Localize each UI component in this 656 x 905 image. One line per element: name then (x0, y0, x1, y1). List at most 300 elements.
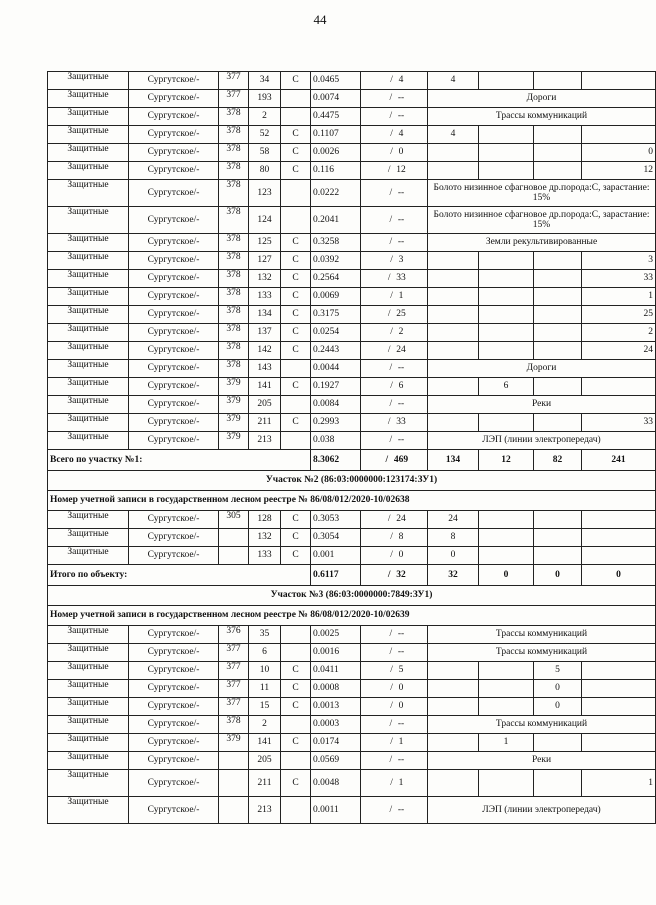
table-row (48, 108, 656, 126)
table-row (48, 716, 656, 734)
table-row (48, 270, 656, 288)
volume-value: 33 (396, 273, 406, 283)
table-row (48, 252, 656, 270)
forestry-cell: Сургутское/- (129, 270, 219, 288)
protection-category-cell: Защитные (48, 734, 129, 752)
protection-category-cell: Защитные (48, 180, 129, 207)
volume-col-3 (534, 252, 582, 270)
area-cell: 0.2443 (311, 342, 361, 360)
forestry-cell: Сургутское/- (129, 680, 219, 698)
volume-value: 0 (398, 701, 404, 711)
area-cell: 0.2041 (311, 207, 361, 234)
total-volume (361, 450, 428, 471)
allotment-cell: 10 (249, 662, 281, 680)
table-row (48, 511, 656, 529)
quarter-cell: 376 (219, 626, 249, 644)
volume-col-1 (428, 270, 479, 288)
volume-col-2 (479, 288, 534, 306)
quarter-cell: 377 (219, 662, 249, 680)
table-row (48, 529, 656, 547)
allotment-cell: 193 (249, 90, 281, 108)
species-cell: С (281, 529, 311, 547)
volume-value: 4 (398, 129, 404, 139)
slash-separator: / (389, 755, 393, 765)
allotment-cell: 141 (249, 378, 281, 396)
slash-separator: / (389, 435, 393, 445)
forestry-cell: Сургутское/- (129, 72, 219, 90)
volume-cell (361, 734, 428, 752)
land-note-cell: Дороги (428, 360, 656, 378)
species-cell: С (281, 144, 311, 162)
table-row (48, 180, 656, 207)
protection-category-cell: Защитные (48, 90, 129, 108)
area-cell: 0.0222 (311, 180, 361, 207)
slash-separator: / (390, 737, 393, 747)
volume-col-2 (479, 162, 534, 180)
species-cell: С (281, 662, 311, 680)
volume-col-1 (428, 324, 479, 342)
allotment-cell: 6 (249, 644, 281, 662)
volume-col-3 (534, 414, 582, 432)
volume-value: -- (397, 399, 405, 409)
volume-col-4: 33 (582, 414, 656, 432)
table-row (48, 734, 656, 752)
allotment-cell: 132 (249, 529, 281, 547)
allotment-cell: 52 (249, 126, 281, 144)
table-row (48, 644, 656, 662)
slash-separator: / (389, 629, 393, 639)
forestry-cell: Сургутское/- (129, 511, 219, 529)
quarter-cell: 378 (219, 324, 249, 342)
volume-col-2 (479, 547, 534, 565)
quarter-cell: 378 (219, 342, 249, 360)
volume-col-4 (582, 547, 656, 565)
total-col-2: 12 (479, 450, 534, 471)
table-row (48, 797, 656, 824)
volume-col-2 (479, 270, 534, 288)
allotment-cell: 128 (249, 511, 281, 529)
forestry-cell: Сургутское/- (129, 108, 219, 126)
section3-record-number-text: Номер учетной записи в государственном лесном реестре № 86/08/012/2020-10/02639 (48, 606, 656, 626)
volume-col-3 (534, 547, 582, 565)
slash-separator: / (387, 309, 391, 319)
volume-col-3 (534, 126, 582, 144)
area-cell: 0.0008 (311, 680, 361, 698)
forestry-cell: Сургутское/- (129, 698, 219, 716)
protection-category-cell: Защитные (48, 234, 129, 252)
area-cell: 0.3258 (311, 234, 361, 252)
area-cell: 0.1107 (311, 126, 361, 144)
volume-col-3 (534, 529, 582, 547)
section3-title (48, 586, 656, 606)
land-note-cell: Дороги (428, 90, 656, 108)
allotment-cell: 2 (249, 716, 281, 734)
table-row (48, 324, 656, 342)
species-cell (281, 752, 311, 770)
protection-category-cell: Защитные (48, 680, 129, 698)
volume-cell (361, 288, 428, 306)
slash-separator: / (389, 187, 393, 198)
volume-col-1 (428, 342, 479, 360)
area-cell: 0.0016 (311, 644, 361, 662)
species-cell: С (281, 414, 311, 432)
volume-col-4 (582, 734, 656, 752)
section2-title-text: Участок №2 (86:03:0000000:123174:ЗУ1) (48, 471, 656, 491)
land-note-cell: ЛЭП (линии электропередач) (428, 432, 656, 450)
area-cell: 0.0084 (311, 396, 361, 414)
species-cell (281, 396, 311, 414)
area-cell: 0.0392 (311, 252, 361, 270)
volume-col-4: 3 (582, 252, 656, 270)
species-cell (281, 432, 311, 450)
volume-value: 25 (396, 309, 406, 319)
area-cell: 0.116 (311, 162, 361, 180)
area-cell: 0.3175 (311, 306, 361, 324)
total-col-4: 241 (582, 450, 656, 471)
volume-col-2 (479, 342, 534, 360)
land-note-cell: Болото низинное сфагновое др.порода:С, зарастание: 15% (428, 207, 656, 234)
volume-col-4: 0 (582, 144, 656, 162)
protection-category-cell: Защитные (48, 288, 129, 306)
allotment-cell: 142 (249, 342, 281, 360)
section2-total-row (48, 565, 656, 586)
species-cell (281, 90, 311, 108)
volume-value: 0 (398, 550, 404, 560)
forestry-cell: Сургутское/- (129, 752, 219, 770)
slash-separator: / (389, 237, 393, 247)
slash-separator: / (387, 345, 391, 355)
volume-col-1 (428, 378, 479, 396)
slash-separator: / (385, 454, 389, 465)
forestry-cell: Сургутское/- (129, 626, 219, 644)
slash-separator: / (390, 75, 393, 85)
quarter-cell: 378 (219, 306, 249, 324)
area-cell: 0.0011 (311, 797, 361, 824)
volume-col-4 (582, 662, 656, 680)
volume-col-4: 33 (582, 270, 656, 288)
volume-col-1 (428, 662, 479, 680)
quarter-cell: 378 (219, 162, 249, 180)
volume-col-4 (582, 529, 656, 547)
protection-category-cell: Защитные (48, 360, 129, 378)
volume-col-3 (534, 511, 582, 529)
volume-cell (361, 90, 428, 108)
volume-col-3 (534, 162, 582, 180)
volume-col-2 (479, 144, 534, 162)
species-cell (281, 207, 311, 234)
allotment-cell: 11 (249, 680, 281, 698)
quarter-cell: 377 (219, 698, 249, 716)
volume-col-1: 4 (428, 126, 479, 144)
forestry-cell: Сургутское/- (129, 770, 219, 797)
volume-cell (361, 511, 428, 529)
volume-col-1 (428, 252, 479, 270)
area-cell: 0.038 (311, 432, 361, 450)
volume-col-4 (582, 511, 656, 529)
table-row (48, 90, 656, 108)
allotment-cell: 80 (249, 162, 281, 180)
volume-cell (361, 207, 428, 234)
area-cell: 0.0044 (311, 360, 361, 378)
quarter-cell: 379 (219, 378, 249, 396)
quarter-cell: 378 (219, 207, 249, 234)
species-cell (281, 108, 311, 126)
area-cell: 0.4475 (311, 108, 361, 126)
section2-record-number-text: Номер учетной записи в государственном лесном реестре № 86/08/012/2020-10/02638 (48, 491, 656, 511)
species-cell: С (281, 342, 311, 360)
forestry-cell: Сургутское/- (129, 324, 219, 342)
species-cell (281, 180, 311, 207)
quarter-cell: 379 (219, 734, 249, 752)
species-cell (281, 716, 311, 734)
protection-category-cell: Защитные (48, 108, 129, 126)
area-cell: 0.0465 (311, 72, 361, 90)
volume-value: 1 (398, 291, 404, 301)
volume-col-2 (479, 324, 534, 342)
volume-cell (361, 529, 428, 547)
volume-cell (361, 342, 428, 360)
volume-value: -- (397, 237, 405, 247)
land-note-cell: Трассы коммуникаций (428, 716, 656, 734)
area-cell: 0.0254 (311, 324, 361, 342)
volume-col-3 (534, 734, 582, 752)
slash-separator: / (390, 381, 393, 391)
protection-category-cell: Защитные (48, 162, 129, 180)
protection-category-cell: Защитные (48, 698, 129, 716)
allotment-cell: 137 (249, 324, 281, 342)
allotment-cell: 34 (249, 72, 281, 90)
area-cell: 0.0069 (311, 288, 361, 306)
volume-col-1: 0 (428, 547, 479, 565)
volume-col-4 (582, 698, 656, 716)
volume-value: -- (397, 647, 405, 657)
table-row (48, 662, 656, 680)
quarter-cell: 378 (219, 252, 249, 270)
total-volume-value: 32 (396, 569, 406, 580)
volume-value: 33 (396, 417, 406, 427)
volume-col-1 (428, 162, 479, 180)
area-cell: 0.0174 (311, 734, 361, 752)
volume-col-1 (428, 306, 479, 324)
volume-col-3 (534, 770, 582, 797)
species-cell (281, 644, 311, 662)
allotment-cell: 58 (249, 144, 281, 162)
volume-col-1: 4 (428, 72, 479, 90)
volume-value: -- (397, 111, 405, 121)
allotment-cell: 124 (249, 207, 281, 234)
volume-col-1 (428, 680, 479, 698)
slash-separator: / (390, 665, 393, 675)
volume-cell (361, 324, 428, 342)
volume-value: 0 (398, 683, 404, 693)
quarter-cell (219, 547, 249, 565)
protection-category-cell: Защитные (48, 752, 129, 770)
area-cell: 0.001 (311, 547, 361, 565)
volume-col-2 (479, 414, 534, 432)
volume-col-2 (479, 698, 534, 716)
slash-separator: / (389, 93, 393, 103)
table-row (48, 162, 656, 180)
total-label: Итого по объекту: (48, 565, 311, 586)
allotment-cell: 213 (249, 797, 281, 824)
volume-cell (361, 626, 428, 644)
table-row (48, 770, 656, 797)
quarter-cell (219, 770, 249, 797)
protection-category-cell: Защитные (48, 324, 129, 342)
total-volume-value: 469 (393, 454, 409, 465)
volume-col-3 (534, 378, 582, 396)
forestry-cell: Сургутское/- (129, 547, 219, 565)
volume-col-4: 1 (582, 288, 656, 306)
volume-value: -- (397, 629, 405, 639)
species-cell: С (281, 511, 311, 529)
allotment-cell: 15 (249, 698, 281, 716)
slash-separator: / (389, 719, 393, 729)
volume-cell (361, 770, 428, 797)
quarter-cell: 378 (219, 270, 249, 288)
slash-separator: / (390, 701, 393, 711)
volume-col-2: 6 (479, 378, 534, 396)
protection-category-cell: Защитные (48, 644, 129, 662)
quarter-cell: 378 (219, 234, 249, 252)
slash-separator: / (390, 532, 393, 542)
volume-col-3 (534, 324, 582, 342)
species-cell: С (281, 680, 311, 698)
volume-cell (361, 252, 428, 270)
volume-col-2 (479, 529, 534, 547)
protection-category-cell: Защитные (48, 270, 129, 288)
land-note-cell: ЛЭП (линии электропередач) (428, 797, 656, 824)
volume-col-3 (534, 306, 582, 324)
species-cell: С (281, 72, 311, 90)
protection-category-cell: Защитные (48, 547, 129, 565)
area-cell: 0.2993 (311, 414, 361, 432)
forestry-cell: Сургутское/- (129, 252, 219, 270)
quarter-cell: 377 (219, 644, 249, 662)
allotment-cell: 211 (249, 770, 281, 797)
allotment-cell: 213 (249, 432, 281, 450)
volume-value: -- (397, 187, 405, 198)
volume-cell (361, 378, 428, 396)
area-cell: 0.3053 (311, 511, 361, 529)
forestry-cell: Сургутское/- (129, 234, 219, 252)
volume-col-2 (479, 662, 534, 680)
quarter-cell: 378 (219, 716, 249, 734)
volume-col-4 (582, 126, 656, 144)
volume-col-4 (582, 72, 656, 90)
volume-value: 1 (398, 737, 404, 747)
volume-value: -- (397, 755, 405, 765)
volume-col-4: 2 (582, 324, 656, 342)
species-cell: С (281, 288, 311, 306)
quarter-cell (219, 529, 249, 547)
forestry-cell: Сургутское/- (129, 306, 219, 324)
protection-category-cell: Защитные (48, 770, 129, 797)
area-cell: 0.3054 (311, 529, 361, 547)
forestry-cell: Сургутское/- (129, 529, 219, 547)
area-cell: 0.1927 (311, 378, 361, 396)
table-row (48, 144, 656, 162)
table-row (48, 752, 656, 770)
species-cell: С (281, 378, 311, 396)
protection-category-cell: Защитные (48, 144, 129, 162)
land-note-cell: Реки (428, 752, 656, 770)
protection-category-cell: Защитные (48, 207, 129, 234)
forestry-cell: Сургутское/- (129, 342, 219, 360)
volume-col-3 (534, 144, 582, 162)
total-col-1: 134 (428, 450, 479, 471)
land-note-cell: Трассы коммуникаций (428, 644, 656, 662)
volume-cell (361, 144, 428, 162)
table-row (48, 626, 656, 644)
quarter-cell: 377 (219, 90, 249, 108)
forestry-cell: Сургутское/- (129, 180, 219, 207)
allotment-cell: 143 (249, 360, 281, 378)
volume-value: 24 (396, 345, 406, 355)
volume-col-2 (479, 252, 534, 270)
volume-value: 12 (396, 165, 406, 175)
table-row (48, 342, 656, 360)
volume-col-3 (534, 288, 582, 306)
area-cell: 0.0013 (311, 698, 361, 716)
volume-cell (361, 270, 428, 288)
volume-value: -- (397, 93, 405, 103)
volume-col-1: 24 (428, 511, 479, 529)
volume-cell (361, 698, 428, 716)
area-cell: 0.0569 (311, 752, 361, 770)
area-cell: 0.0003 (311, 716, 361, 734)
species-cell: С (281, 162, 311, 180)
slash-separator: / (387, 569, 391, 580)
species-cell: С (281, 770, 311, 797)
area-cell: 0.0025 (311, 626, 361, 644)
area-cell: 0.0026 (311, 144, 361, 162)
protection-category-cell: Защитные (48, 414, 129, 432)
volume-col-2 (479, 306, 534, 324)
table-row (48, 698, 656, 716)
land-note-cell: Болото низинное сфагновое др.порода:С, зарастание: 15% (428, 180, 656, 207)
quarter-cell: 378 (219, 108, 249, 126)
table-row (48, 126, 656, 144)
table-row (48, 680, 656, 698)
forestry-cell: Сургутское/- (129, 126, 219, 144)
volume-col-3: 0 (534, 680, 582, 698)
volume-col-3 (534, 270, 582, 288)
forestry-cell: Сургутское/- (129, 162, 219, 180)
volume-col-3: 0 (534, 698, 582, 716)
quarter-cell: 378 (219, 180, 249, 207)
volume-value: -- (397, 363, 405, 373)
volume-col-2 (479, 680, 534, 698)
volume-value: -- (397, 214, 405, 225)
volume-value: 1 (398, 777, 404, 788)
table-row (48, 207, 656, 234)
forestry-cell: Сургутское/- (129, 144, 219, 162)
protection-category-cell: Защитные (48, 511, 129, 529)
protection-category-cell: Защитные (48, 529, 129, 547)
area-cell: 0.2564 (311, 270, 361, 288)
slash-separator: / (390, 777, 393, 788)
species-cell: С (281, 270, 311, 288)
allotment-cell: 133 (249, 547, 281, 565)
total-label: Всего по участку №1: (48, 450, 311, 471)
total-col-4: 0 (582, 565, 656, 586)
slash-separator: / (390, 291, 393, 301)
slash-separator: / (387, 514, 391, 524)
volume-col-4 (582, 680, 656, 698)
allotment-cell: 211 (249, 414, 281, 432)
allotment-cell: 123 (249, 180, 281, 207)
